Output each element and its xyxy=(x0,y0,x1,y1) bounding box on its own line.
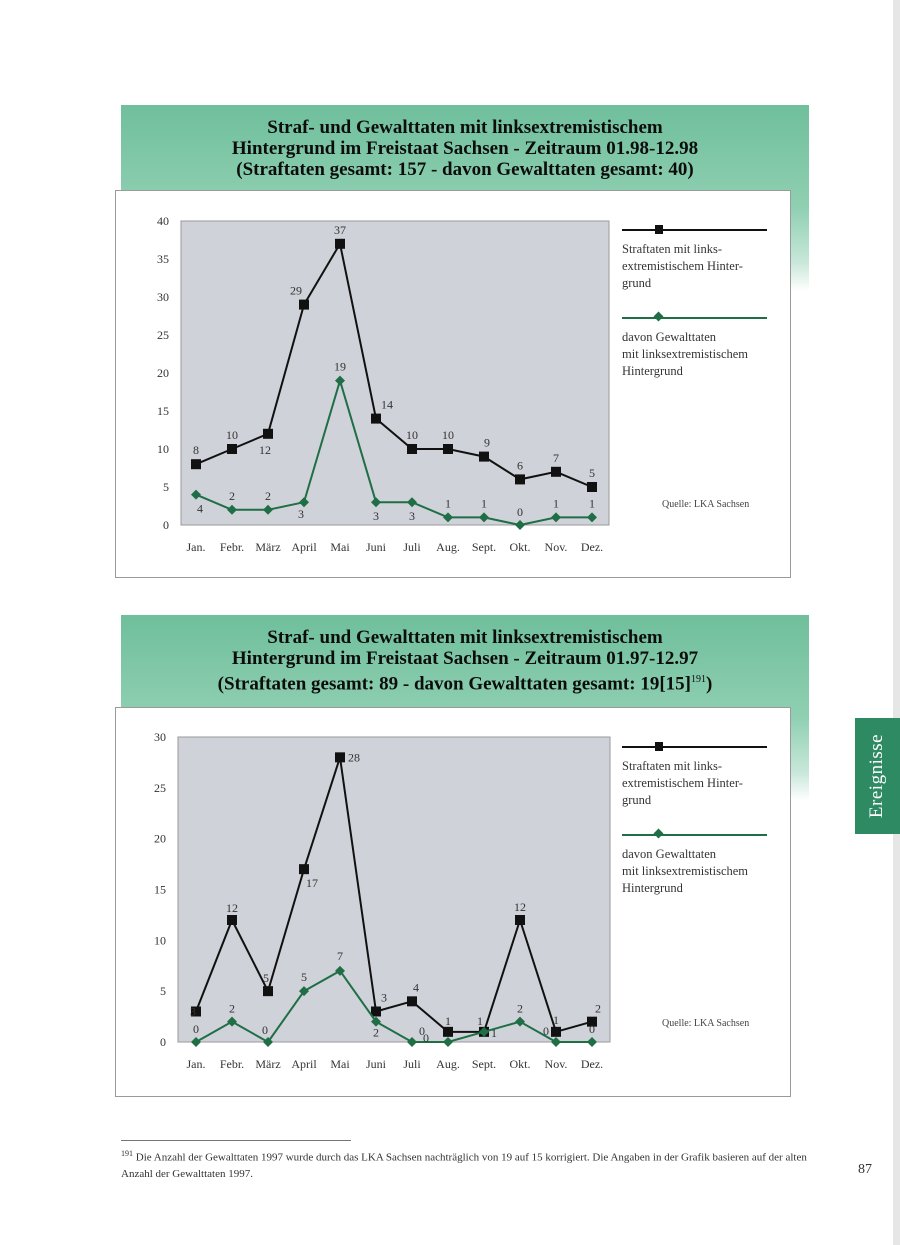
y-tick-label: 0 xyxy=(160,1035,166,1049)
x-tick-label: Nov. xyxy=(544,540,568,554)
data-label: 0 xyxy=(419,1024,425,1038)
chart-title-line xyxy=(121,669,809,694)
data-label: 2 xyxy=(229,1001,235,1016)
data-point-square xyxy=(191,459,201,469)
legend-line-icon xyxy=(622,317,767,319)
y-tick-label: 20 xyxy=(154,831,166,846)
chart-title-line: Hintergrund im Freistaat Sachsen - Zeitraum 01.97-12.97 xyxy=(231,648,699,669)
y-tick-label: 20 xyxy=(157,366,169,380)
section-tab-ereignisse[interactable] xyxy=(855,718,900,834)
data-label: 3 xyxy=(190,1004,196,1019)
data-point-square xyxy=(227,444,237,454)
data-label: 14 xyxy=(381,397,393,412)
x-tick-label: April xyxy=(291,1057,317,1071)
source-note: Quelle: LKA Sachsen xyxy=(662,1018,750,1029)
chart-frame xyxy=(115,707,791,1097)
footnote-divider xyxy=(121,1140,351,1141)
legend-label xyxy=(622,241,772,292)
x-tick-label: Dez. xyxy=(580,1057,604,1071)
data-label: 5 xyxy=(589,466,595,480)
section-tab-label: Ereignisse xyxy=(866,733,888,819)
page-number: 87 xyxy=(858,1162,872,1177)
data-label: 8 xyxy=(193,443,199,458)
y-tick-label: 10 xyxy=(154,933,166,948)
data-label: 1 xyxy=(589,496,595,511)
x-tick-label: Okt. xyxy=(509,540,531,554)
x-tick-label: Mai xyxy=(330,540,350,554)
data-label: 29 xyxy=(290,283,302,298)
legend-line-icon xyxy=(622,229,767,231)
data-point-square xyxy=(407,444,417,454)
legend-label xyxy=(622,846,772,897)
data-label: 1 xyxy=(491,1025,497,1040)
x-tick-label: Aug. xyxy=(436,1057,460,1071)
data-label: 3 xyxy=(409,509,415,524)
data-point-square xyxy=(587,482,597,492)
data-label: 2 xyxy=(595,1001,601,1016)
data-label: 1 xyxy=(477,1013,483,1028)
data-point-square xyxy=(299,300,309,310)
data-label: 0 xyxy=(262,1023,268,1037)
data-point-square xyxy=(263,986,273,996)
chart-title xyxy=(121,627,809,694)
data-point-square xyxy=(515,915,525,925)
footnote-text: Die Anzahl der Gewalttaten 1997 wurde durch das LKA Sachsen nachträglich von 19 auf 15 korrigiert. Die Angaben in der Grafik basieren auf der alten Anzahl der Gewalttaten 1997. xyxy=(121,1151,807,1180)
data-label: 10 xyxy=(442,428,454,442)
data-label: 1 xyxy=(445,1013,451,1028)
chart-title-line: Straf- und Gewalttaten mit linksextremistischem xyxy=(267,627,663,648)
legend-line-icon xyxy=(622,746,767,748)
data-label: 28 xyxy=(348,750,360,765)
chart-1997 xyxy=(121,615,809,1112)
legend-label-line: extremistischem Hinter- xyxy=(622,776,743,790)
y-tick-label: 5 xyxy=(163,480,169,494)
data-label: 10 xyxy=(406,428,418,442)
data-label: 2 xyxy=(373,1025,379,1040)
data-label: 5 xyxy=(263,971,269,986)
footnote-number: 191 xyxy=(121,1149,133,1158)
legend-label-line: grund xyxy=(622,793,652,807)
data-label: 7 xyxy=(553,450,559,465)
x-tick-label: Aug. xyxy=(436,540,460,554)
legend-label-line: davon Gewalttaten xyxy=(622,847,717,861)
legend-label-line: mit linksextremistischem xyxy=(622,864,749,878)
legend-label-line: Hintergrund xyxy=(622,881,683,895)
x-tick-label: Nov. xyxy=(544,1057,568,1071)
data-point-square xyxy=(443,444,453,454)
data-label: 9 xyxy=(484,435,490,450)
data-label: 0 xyxy=(589,1022,595,1036)
x-tick-label: Jan. xyxy=(186,540,206,554)
data-point-square xyxy=(371,414,381,424)
data-point-square xyxy=(515,474,525,484)
x-tick-label: Febr. xyxy=(219,1057,245,1071)
data-point-square xyxy=(227,915,237,925)
data-point-square xyxy=(335,752,345,762)
x-tick-label: Juli xyxy=(403,1057,421,1071)
chart-title-line: (Straftaten gesamt: 157 - davon Gewalttaten gesamt: 40) xyxy=(236,159,694,180)
chart-title xyxy=(121,117,809,180)
data-label: 3 xyxy=(373,509,379,524)
source-note: Quelle: LKA Sachsen xyxy=(662,499,750,510)
chart-frame xyxy=(115,190,791,578)
x-tick-label: Febr. xyxy=(219,540,245,554)
y-tick-label: 5 xyxy=(160,984,166,999)
page-edge xyxy=(893,0,900,1245)
data-label: 3 xyxy=(381,990,387,1005)
data-point-square xyxy=(479,452,489,462)
data-label: 0 xyxy=(193,1022,199,1036)
data-label: 1 xyxy=(481,496,487,511)
y-tick-label: 10 xyxy=(157,442,169,456)
y-tick-label: 35 xyxy=(157,252,169,266)
legend-label-line: Straftaten mit links- xyxy=(622,759,722,773)
data-label: 2 xyxy=(229,488,235,503)
data-label: 12 xyxy=(514,900,526,914)
x-tick-label: April xyxy=(291,540,317,554)
data-label: 4 xyxy=(413,980,419,995)
x-tick-label: Mai xyxy=(330,1057,350,1071)
data-point-square xyxy=(443,1027,453,1037)
x-tick-label: März xyxy=(255,540,281,554)
chart-title-line: Hintergrund im Freistaat Sachsen - Zeitraum 01.98-12.98 xyxy=(231,138,699,159)
data-label: 2 xyxy=(265,488,271,503)
data-point-square xyxy=(299,864,309,874)
legend-line-icon xyxy=(622,834,767,836)
data-label: 1 xyxy=(445,496,451,511)
chart-title-suffix: ) xyxy=(705,673,713,695)
data-label: 5 xyxy=(301,970,307,985)
data-label: 0 xyxy=(423,1031,429,1045)
x-tick-label: Dez. xyxy=(580,540,604,554)
x-tick-label: Juni xyxy=(365,540,387,554)
legend-label-line: mit linksextremistischem xyxy=(622,347,749,361)
legend-label-line: extremistischem Hinter- xyxy=(622,259,743,273)
data-label: 4 xyxy=(197,501,203,516)
footnote xyxy=(121,1146,811,1182)
y-tick-label: 30 xyxy=(157,290,169,304)
data-label: 37 xyxy=(334,222,346,237)
data-point-square xyxy=(263,429,273,439)
legend-label-line: grund xyxy=(622,276,652,290)
y-tick-label: 0 xyxy=(163,518,169,532)
data-point-square xyxy=(407,996,417,1006)
data-label: 19 xyxy=(334,359,346,374)
data-point-square xyxy=(551,1027,561,1037)
plot-area xyxy=(181,221,609,525)
square-marker-icon xyxy=(655,225,663,234)
data-point-square xyxy=(551,467,561,477)
legend-label-line: davon Gewalttaten xyxy=(622,330,717,344)
data-label: 17 xyxy=(306,876,318,891)
data-label: 3 xyxy=(298,507,304,522)
y-tick-label: 30 xyxy=(154,730,166,744)
y-tick-label: 15 xyxy=(157,404,169,418)
chart-1998 xyxy=(121,105,809,595)
legend-label xyxy=(622,329,772,380)
data-label: 1 xyxy=(553,496,559,511)
data-label: 7 xyxy=(337,948,343,963)
legend-label xyxy=(622,758,772,809)
x-tick-label: Juli xyxy=(403,540,421,554)
square-marker-icon xyxy=(655,742,663,751)
data-label: 0 xyxy=(543,1024,549,1038)
data-label: 12 xyxy=(259,442,271,457)
y-tick-label: 25 xyxy=(157,328,169,342)
data-label: 10 xyxy=(226,428,238,442)
data-point-square xyxy=(335,239,345,249)
data-label: 1 xyxy=(553,1012,559,1027)
footnote-reference: 191 xyxy=(690,674,706,685)
data-label: 2 xyxy=(517,1001,523,1016)
chart-title-text: (Straftaten gesamt: 89 - davon Gewalttaten gesamt: 19[15] xyxy=(217,673,691,695)
y-tick-label: 15 xyxy=(154,882,166,897)
legend-label-line: Straftaten mit links- xyxy=(622,242,722,256)
x-tick-label: Sept. xyxy=(471,540,497,554)
y-tick-label: 40 xyxy=(157,214,169,228)
y-tick-label: 25 xyxy=(154,780,166,795)
x-tick-label: Okt. xyxy=(509,1057,531,1071)
chart-title-line: Straf- und Gewalttaten mit linksextremistischem xyxy=(267,117,663,138)
x-tick-label: Juni xyxy=(365,1057,387,1071)
data-label: 12 xyxy=(226,901,238,915)
x-tick-label: März xyxy=(255,1057,281,1071)
data-label: 6 xyxy=(517,458,523,473)
legend-label-line: Hintergrund xyxy=(622,364,683,378)
x-tick-label: Jan. xyxy=(186,1057,206,1071)
x-tick-label: Sept. xyxy=(471,1057,497,1071)
data-label: 0 xyxy=(517,505,523,519)
